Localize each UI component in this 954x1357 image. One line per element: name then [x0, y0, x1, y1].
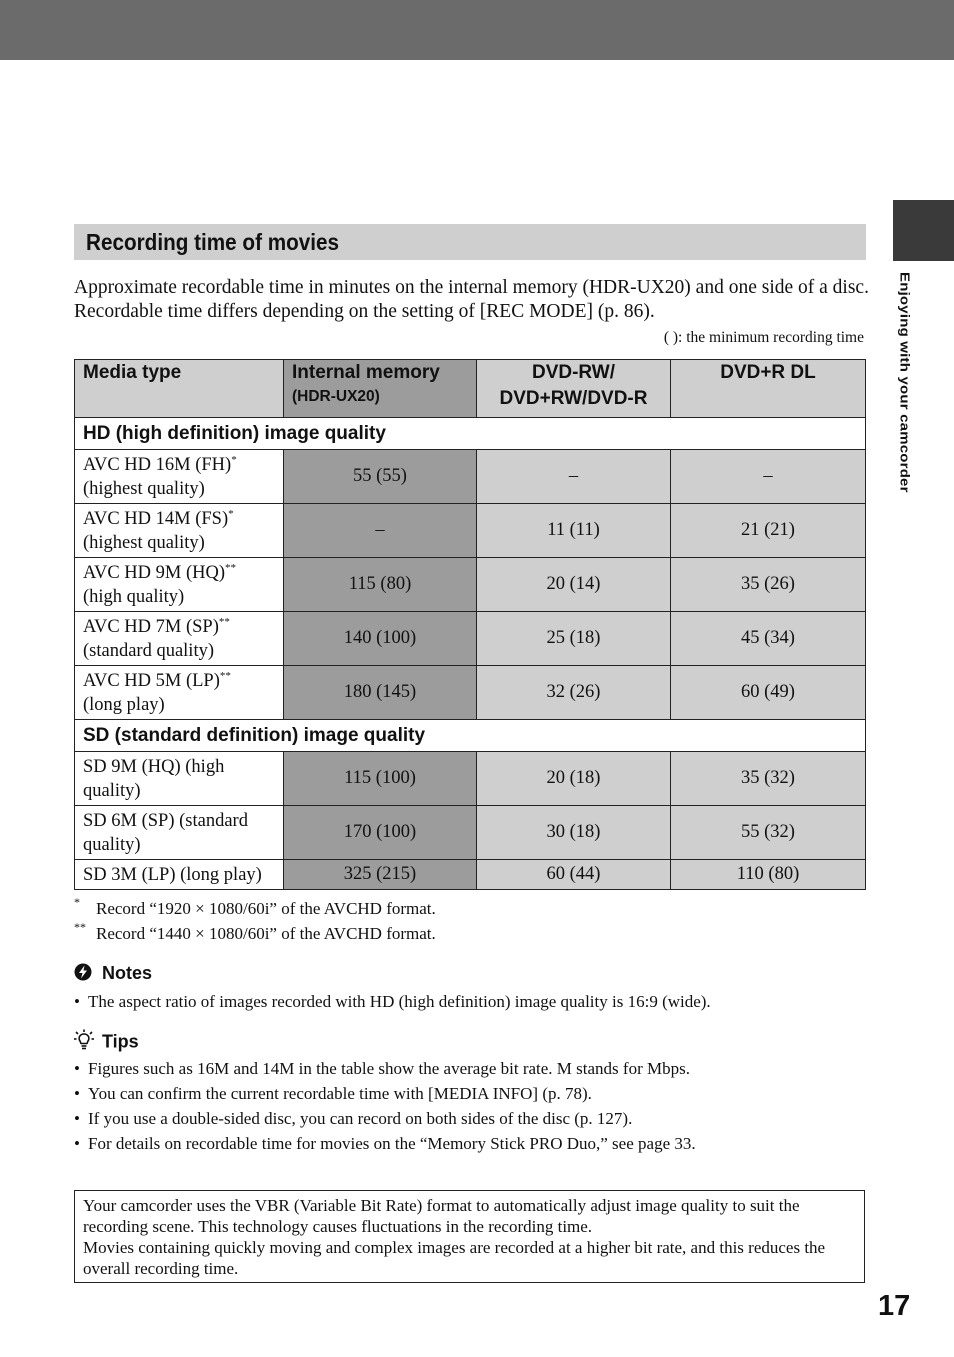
cell-dvd-r-dl: 110 (80) — [671, 860, 866, 890]
top-bar — [0, 0, 954, 60]
cell-dvd-r-dl: 60 (49) — [671, 666, 866, 720]
group-label-hd: HD (high definition) image quality — [75, 418, 866, 450]
chapter-tab — [893, 200, 954, 261]
cell-internal-memory: 140 (100) — [284, 612, 477, 666]
row-name: AVC HD 16M (FH) — [83, 454, 232, 475]
recording-time-table — [74, 359, 866, 890]
row-description: (standard quality) — [83, 640, 214, 661]
cell-dvd-r-dl: 35 (32) — [671, 752, 866, 806]
row-name: AVC HD 7M (SP) — [83, 616, 219, 637]
row-label — [75, 504, 284, 558]
cell-dvd-rw: 11 (11) — [477, 504, 671, 558]
table-row — [75, 558, 866, 612]
section-title — [74, 224, 866, 260]
list-item: • The aspect ratio of images recorded with HD (high definition) image quality is 16:9 (wide). — [74, 989, 864, 1014]
group-row-sd — [75, 720, 866, 752]
cell-dvd-rw: 60 (44) — [477, 860, 671, 890]
cell-internal-memory: 115 (100) — [284, 752, 477, 806]
table-row — [75, 752, 866, 806]
row-footnote-mark: ** — [218, 615, 230, 628]
footnote-text: Record “1440 × 1080/60i” of the AVCHD format. — [96, 924, 436, 943]
row-label — [75, 558, 284, 612]
cell-dvd-rw: 20 (14) — [477, 558, 671, 612]
header-media-type: Media type — [75, 360, 284, 418]
minimum-recording-note: ( ): the minimum recording time — [663, 329, 864, 346]
vbr-info-box — [74, 1190, 865, 1283]
table-row — [75, 504, 866, 558]
lightbulb-icon — [74, 1029, 94, 1056]
row-footnote-mark: ** — [219, 669, 231, 682]
list-item: • Figures such as 16M and 14M in the table show the average bit rate. M stands for Mbps. — [74, 1056, 864, 1081]
intro-paragraph: Approximate recordable time in minutes on the internal memory (HDR-UX20) and one side of a disc. Recordable time differs depending on the setting of [REC MODE] (p. 86). — [74, 277, 869, 322]
section-title-text: Recording time of movies — [86, 229, 340, 255]
tips-heading — [74, 1029, 139, 1056]
tips-title: Tips — [102, 1031, 139, 1052]
row-label — [75, 612, 284, 666]
vbr-paragraph-2: Movies containing quickly moving and complex images are recorded at a higher bit rate, and this reduces the overall recording time. — [83, 1238, 826, 1278]
row-description: (highest quality) — [83, 532, 205, 553]
row-description: (high quality) — [83, 586, 185, 607]
cell-dvd-rw: 25 (18) — [477, 612, 671, 666]
footnote-mark: * — [74, 895, 80, 909]
row-label: SD 9M (HQ) (high quality) — [75, 752, 284, 806]
cell-dvd-r-dl: – — [671, 450, 866, 504]
tips-list — [74, 1056, 864, 1156]
vbr-paragraph-1: Your camcorder uses the VBR (Variable Bit Rate) format to automatically adjust image quality to suit the recording scene. This technology causes fluctuations in the recording time. — [83, 1196, 800, 1236]
row-name: AVC HD 14M (FS) — [83, 508, 229, 529]
page-number: 17 — [878, 1290, 911, 1322]
header-dvd-r-dl: DVD+R DL — [671, 360, 866, 418]
group-label-sd: SD (standard definition) image quality — [75, 720, 866, 752]
chapter-label: Enjoying with your camcorder — [897, 272, 912, 493]
header-internal-memory-label: Internal memory — [292, 362, 440, 383]
cell-dvd-r-dl: 55 (32) — [671, 806, 866, 860]
table-row — [75, 612, 866, 666]
footnote-mark: ** — [74, 920, 86, 934]
footnote — [74, 896, 774, 921]
table-header-row — [75, 360, 866, 418]
table-row — [75, 806, 866, 860]
row-label: SD 3M (LP) (long play) — [75, 860, 284, 890]
cell-dvd-r-dl: 35 (26) — [671, 558, 866, 612]
cell-dvd-rw: 32 (26) — [477, 666, 671, 720]
row-description: (highest quality) — [83, 478, 205, 499]
list-item: • If you use a double-sided disc, you can record on both sides of the disc (p. 127). — [74, 1106, 864, 1131]
row-label — [75, 666, 284, 720]
row-footnote-mark: * — [228, 507, 234, 520]
row-name: AVC HD 9M (HQ) — [83, 562, 226, 583]
cell-internal-memory: 170 (100) — [284, 806, 477, 860]
notes-icon — [74, 963, 94, 986]
row-description: (long play) — [83, 694, 165, 715]
table-row — [75, 666, 866, 720]
cell-dvd-r-dl: 21 (21) — [671, 504, 866, 558]
cell-internal-memory: 325 (215) — [284, 860, 477, 890]
footnote-text: Record “1920 × 1080/60i” of the AVCHD format. — [96, 899, 436, 918]
table-row — [75, 450, 866, 504]
cell-dvd-rw: 30 (18) — [477, 806, 671, 860]
header-internal-memory-model: (HDR-UX20) — [292, 388, 380, 405]
header-internal-memory — [284, 360, 477, 418]
notes-list — [74, 989, 864, 1014]
hd-rows — [75, 450, 866, 720]
footnotes — [74, 896, 774, 946]
row-footnote-mark: * — [231, 453, 237, 466]
cell-dvd-rw: – — [477, 450, 671, 504]
header-dvd-rw-line1: DVD-RW/ — [531, 362, 616, 383]
row-name: AVC HD 5M (LP) — [83, 670, 220, 691]
footnote — [74, 921, 774, 946]
cell-internal-memory: – — [284, 504, 477, 558]
cell-dvd-rw: 20 (18) — [477, 752, 671, 806]
group-row-hd — [75, 418, 866, 450]
list-item: • For details on recordable time for movies on the “Memory Stick PRO Duo,” see page 33. — [74, 1131, 864, 1156]
header-dvd-rw — [477, 360, 671, 418]
row-label — [75, 450, 284, 504]
header-dvd-rw-line2: DVD+RW/DVD-R — [499, 388, 648, 409]
sd-rows — [75, 752, 866, 890]
row-label: SD 6M (SP) (standard quality) — [75, 806, 284, 860]
cell-internal-memory: 115 (80) — [284, 558, 477, 612]
table-row — [75, 860, 866, 890]
notes-title: Notes — [102, 963, 153, 983]
cell-dvd-r-dl: 45 (34) — [671, 612, 866, 666]
notes-heading — [74, 962, 152, 986]
cell-internal-memory: 180 (145) — [284, 666, 477, 720]
row-footnote-mark: ** — [225, 561, 237, 574]
cell-internal-memory: 55 (55) — [284, 450, 477, 504]
list-item: • You can confirm the current recordable time with [MEDIA INFO] (p. 78). — [74, 1081, 864, 1106]
